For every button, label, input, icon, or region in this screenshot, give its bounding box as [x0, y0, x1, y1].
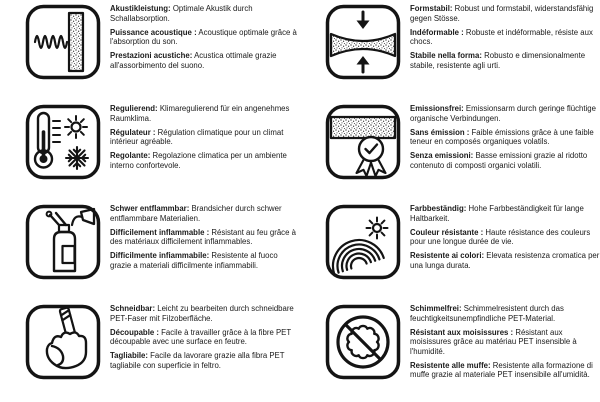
emission-free-icon [325, 104, 401, 180]
feature-label-fr: Régulateur : [110, 127, 156, 137]
feature-desc-fr: Facile à travailler grâce à la fibre PET découpable avec une surface en feutre. [110, 327, 291, 346]
feature-paragraph-de [110, 4, 300, 23]
feature-desc-fr: Faible émissions grâce à une faible teneur en composés organiques volatils. [410, 127, 594, 146]
feature-label-fr: Résistant aux moisissures : [410, 327, 514, 337]
feature-label-fr: Découpable : [110, 327, 159, 337]
feature-desc-de: Robust und formstabil, widerstandsfähig gegen Stösse. [410, 4, 594, 23]
feature-paragraph-it [410, 51, 600, 70]
feature-mold-resistance [300, 302, 600, 402]
feature-paragraph-fr [110, 128, 300, 147]
feature-cuttability [0, 302, 300, 402]
feature-label-fr: Difficilement inflammable : [110, 227, 210, 237]
feature-paragraph-fr [110, 28, 300, 47]
fire-extinguisher-icon [25, 204, 101, 280]
feature-desc-de: Leicht zu bearbeiten durch schneidbare PET-Faser mit Filzoberfläche. [110, 304, 294, 323]
feature-paragraph-fr [410, 328, 600, 357]
feature-text-block [110, 302, 300, 375]
feature-desc-fr: Haute résistance des couleurs pour une longue durée de vie. [410, 227, 591, 246]
feature-paragraph-it [110, 351, 300, 370]
feature-paragraph-de [110, 104, 300, 123]
feature-label-de: Formstabil: [410, 4, 453, 13]
feature-text-block [410, 102, 600, 175]
feature-label-it: Senza emissioni: [410, 151, 474, 160]
feature-label-de: Regulierend: [110, 104, 158, 113]
feature-emission-free [300, 102, 600, 202]
feature-label-fr: Couleur résistante : [410, 227, 484, 237]
feature-desc-fr: Résistant aux moisissures grâce au matériau PET insensible à l'humidité. [410, 327, 577, 356]
feature-label-de: Schneidbar: [110, 304, 156, 313]
feature-desc-it: Resistente alla formazione di muffe grazie al materiale PET insensibile all'umidità. [410, 360, 593, 379]
feature-desc-it: Acustica ottimale grazie all'assorbimento del suono. [110, 51, 277, 70]
feature-label-de: Akustikleistung: [110, 4, 171, 13]
feature-label-it: Resistente alle muffe: [410, 360, 491, 370]
feature-desc-fr: Acoustique optimale grâce à l'absorption du son. [110, 27, 297, 46]
feature-paragraph-it [410, 251, 600, 270]
hand-cutter-icon [25, 304, 101, 380]
feature-text-block [410, 302, 600, 384]
feature-desc-fr: Robuste et indéformable, résiste aux chocs. [410, 27, 593, 46]
feature-label-de: Schwer entflammbar: [110, 204, 190, 213]
feature-label-de: Emissionsfrei: [410, 104, 464, 113]
feature-desc-de: Emissionsarm durch geringe flüchtige organische Verbindungen. [410, 104, 596, 123]
feature-text-block [110, 2, 300, 75]
feature-label-fr: Sans émission : [410, 127, 470, 137]
feature-desc-it: Resistente al fuoco grazie a materiali difficilmente infiammabili. [110, 251, 278, 270]
feature-paragraph-de [410, 104, 600, 123]
feature-paragraph-de [110, 304, 300, 323]
feature-text-block [110, 102, 300, 175]
feature-paragraph-fr [410, 28, 600, 47]
feature-text-block [410, 202, 600, 275]
feature-desc-de: Hohe Farbbeständigkeit für lange Haltbarkeit. [410, 204, 584, 223]
feature-desc-fr: Résistant au feu grâce à des matériaux difficilement inflammables. [110, 227, 296, 246]
feature-desc-it: Facile da lavorare grazie alla fibra PET tagliabile con superficie in feltro. [110, 351, 285, 370]
sound-absorption-icon [25, 4, 101, 80]
feature-paragraph-it [110, 251, 300, 270]
feature-acoustic-performance [0, 2, 300, 102]
feature-paragraph-it [410, 361, 600, 380]
feature-shape-stability [300, 2, 600, 102]
feature-label-it: Resistente ai colori: [410, 251, 485, 260]
feature-paragraph-it [410, 151, 600, 170]
no-mold-icon [325, 304, 401, 380]
feature-paragraph-fr [410, 228, 600, 247]
feature-paragraph-fr [110, 228, 300, 247]
feature-text-block [410, 2, 600, 75]
feature-paragraph-de [410, 304, 600, 323]
feature-desc-it: Robusto e dimensionalmente stabile, resistente agli urti. [410, 51, 586, 70]
feature-desc-de: Brandsicher durch schwer entflammbare Materialien. [110, 204, 282, 223]
feature-paragraph-de [410, 4, 600, 23]
feature-paragraph-it [110, 151, 300, 170]
feature-paragraph-it [110, 51, 300, 70]
feature-label-it: Stabile nella forma: [410, 51, 482, 60]
feature-paragraph-fr [410, 128, 600, 147]
feature-label-de: Farbbeständig: [410, 204, 467, 213]
feature-paragraph-de [110, 204, 300, 223]
feature-desc-it: Regolazione climatica per un ambiente interno confortevole. [110, 151, 287, 170]
climate-regulation-icon [25, 104, 101, 180]
feature-paragraph-de [410, 204, 600, 223]
colorfast-rainbow-icon [325, 204, 401, 280]
shape-stability-icon [325, 4, 401, 80]
feature-desc-it: Basse emissioni grazie al ridotto contenuto di composti organici volatili. [410, 151, 588, 170]
feature-label-it: Prestazioni acustiche: [110, 51, 193, 60]
feature-fire-resistance [0, 202, 300, 302]
feature-label-it: Tagliabile: [110, 351, 148, 360]
feature-desc-it: Elevata resistenza cromatica per una lunga durata. [410, 251, 600, 270]
feature-desc-de: Schimmelresistent durch das feuchtigkeitsunempfindliche PET-Material. [410, 304, 564, 323]
feature-label-it: Difficilmente infiammabile: [110, 251, 210, 260]
feature-label-de: Schimmelfrei: [410, 304, 462, 313]
feature-desc-de: Optimale Akustik durch Schallabsorption. [110, 4, 253, 23]
feature-climate-regulation [0, 102, 300, 202]
feature-text-block [110, 202, 300, 275]
feature-label-fr: Puissance acoustique : [110, 27, 197, 37]
feature-paragraph-fr [110, 328, 300, 347]
feature-color-fastness [300, 202, 600, 302]
feature-label-fr: Indéformable : [410, 27, 464, 37]
feature-desc-fr: Régulation climatique pour un climat intérieur agréable. [110, 127, 284, 146]
feature-label-it: Regolante: [110, 151, 151, 160]
feature-desc-de: Klimaregulierend für ein angenehmes Raumklima. [110, 104, 290, 123]
